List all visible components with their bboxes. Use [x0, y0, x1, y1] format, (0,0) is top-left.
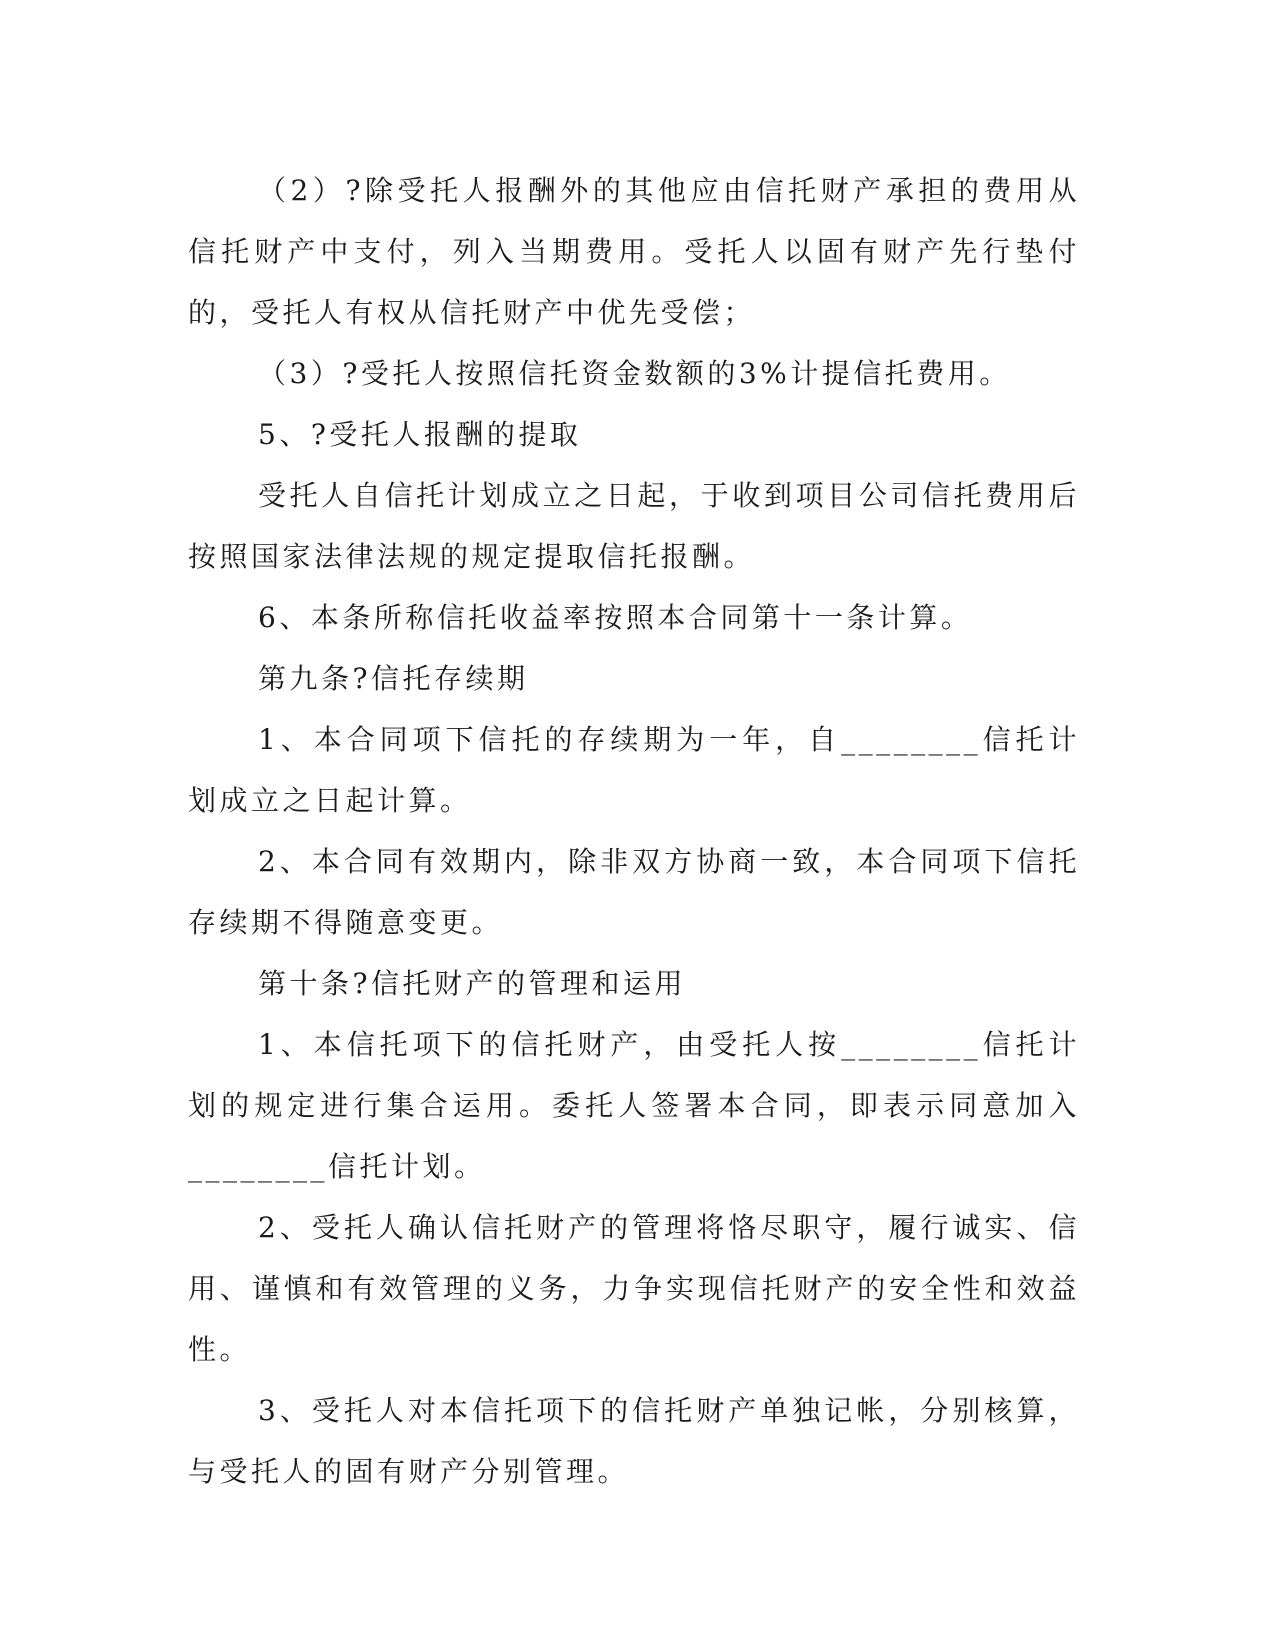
- article-9-heading: 第九条?信托存续期: [258, 662, 529, 695]
- article-10-item-3: 3、受托人对本信托项下的信托财产单独记帐，分别核算，与受托人的固有财产分别管理。: [188, 1394, 1080, 1488]
- paragraph-item-5-body: 受托人自信托计划成立之日起，于收到项目公司信托费用后按照国家法律法规的规定提取信托报酬。: [188, 479, 1080, 573]
- paragraph-fee-3: （3）?受托人按照信托资金数额的3%计提信托费用。: [258, 357, 1011, 390]
- article-9-item-1: 1、本合同项下信托的存续期为一年，自________信托计划成立之日起计算。: [188, 723, 1080, 817]
- article-10-item-2: 2、受托人确认信托财产的管理将恪尽职守，履行诚实、信用、谨慎和有效管理的义务，力争实现信托财产的安全性和效益性。: [188, 1211, 1080, 1366]
- article-10-item-1: 1、本信托项下的信托财产，由受托人按________信托计划的规定进行集合运用。委托人签署本合同，即表示同意加入________信托计划。: [188, 1028, 1080, 1183]
- paragraph-fee-2: （2）?除受托人报酬外的其他应由信托财产承担的费用从信托财产中支付，列入当期费用。受托人以固有财产先行垫付的，受托人有权从信托财产中优先受偿；: [188, 174, 1080, 329]
- paragraph-item-6: 6、本条所称信托收益率按照本合同第十一条计算。: [258, 601, 973, 634]
- document-body: [188, 160, 1080, 1502]
- article-10-heading: 第十条?信托财产的管理和运用: [258, 967, 687, 1000]
- paragraph-item-5-heading: 5、?受托人报酬的提取: [258, 418, 582, 451]
- article-9-item-2: 2、本合同有效期内，除非双方协商一致，本合同项下信托存续期不得随意变更。: [188, 845, 1080, 939]
